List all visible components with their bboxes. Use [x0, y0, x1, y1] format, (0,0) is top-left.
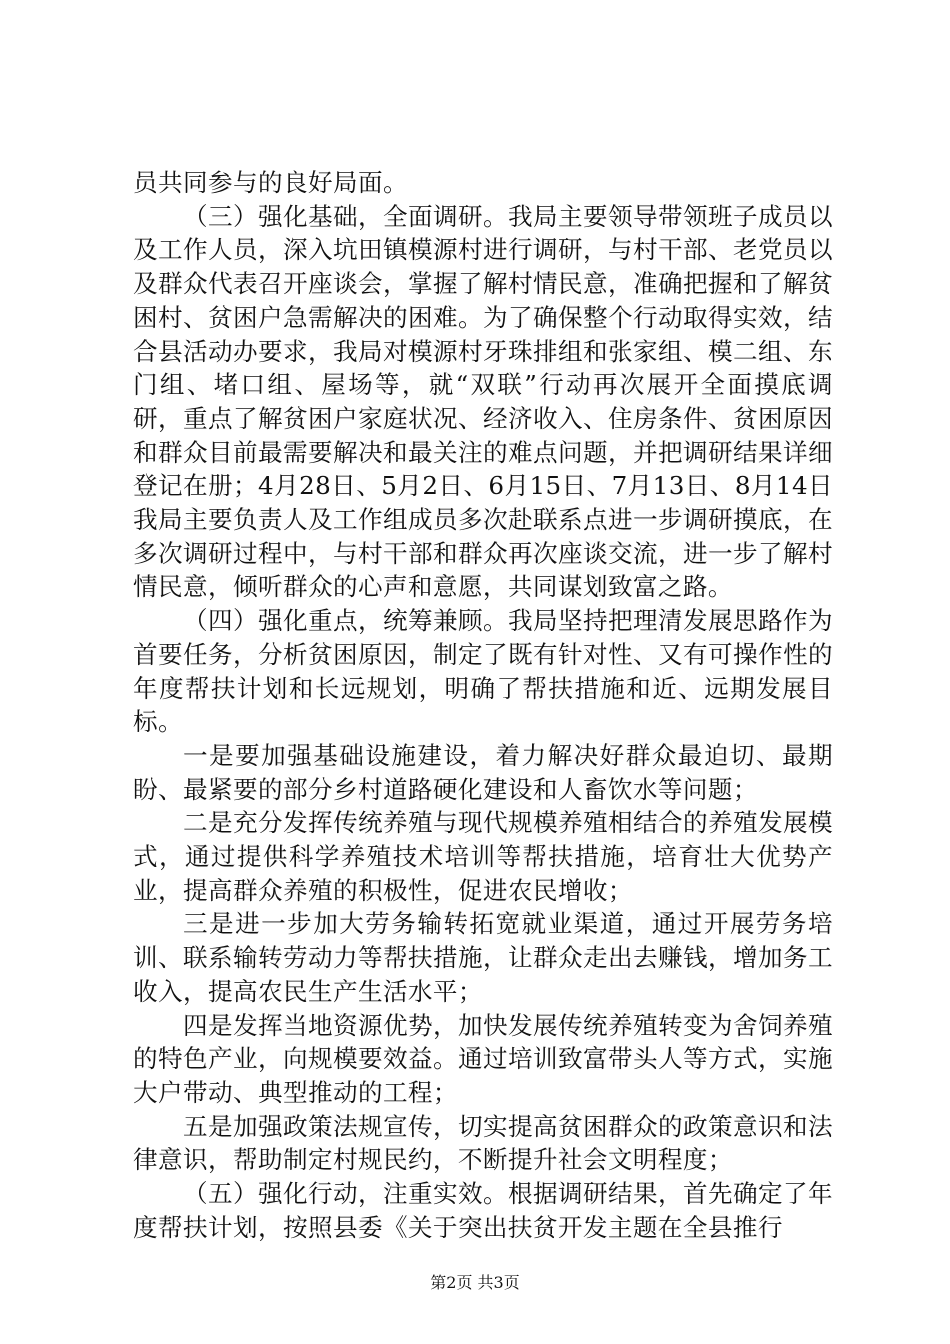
paragraph-item-three: 三是进一步加大劳务输转拓宽就业渠道，通过开展劳务培训、联系输转劳动力等帮扶措施，让群众走出去赚钱，增加务工收入，提高农民生产生活水平； [133, 909, 833, 1006]
document-body [133, 166, 833, 1245]
page-number-footer: 第2页 共3页 [430, 1273, 520, 1292]
paragraph-item-four: 四是发挥当地资源优势，加快发展传统养殖转变为舍饲养殖的特色产业，向规模要效益。通过培训致富带头人等方式，实施大户带动、典型推动的工程； [133, 1010, 833, 1107]
paragraph-item-five: 五是加强政策法规宣传，切实提高贫困群众的政策意识和法律意识，帮助制定村规民约，不断提升社会文明程度； [133, 1111, 833, 1175]
paragraph-continuation: 员共同参与的良好局面。 [133, 168, 408, 197]
paragraph-section-three: （三）强化基础，全面调研。我局主要领导带领班子成员以及工作人员，深入坑田镇模源村进行调研，与村干部、老党员以及群众代表召开座谈会，掌握了解村情民意，准确把握和了解贫困村、贫困户急需解决的困难。为了确保整个行动取得实效，结合县活动办要求，我局对模源村牙珠排组和张家组、模二组、东门组、堵口组、屋场等，就“双联”行动再次展开全面摸底调研，重点了解贫困户家庭状况、经济收入、住房条件、贫困原因和群众目前最需要解决和最关注的难点问题，并把调研结果详细登记在册；4月28日、5月2日、6月15日、7月13日、8月14日我局主要负责人及工作组成员多次赴联系点进一步调研摸底，在多次调研过程中，与村干部和群众再次座谈交流，进一步了解村情民意，倾听群众的心声和意愿，共同谋划致富之路。 [133, 201, 833, 602]
paragraph-item-two: 二是充分发挥传统养殖与现代规模养殖相结合的养殖发展模式，通过提供科学养殖技术培训等帮扶措施，培育壮大优势产业，提高群众养殖的积极性，促进农民增收； [133, 808, 833, 905]
paragraph-item-one: 一是要加强基础设施建设，着力解决好群众最迫切、最期盼、最紧要的部分乡村道路硬化建设和人畜饮水等问题； [133, 740, 833, 804]
paragraph-section-five: （五）强化行动，注重实效。根据调研结果，首先确定了年度帮扶计划，按照县委《关于突出扶贫开发主题在全县推行 [133, 1179, 833, 1242]
paragraph-section-four: （四）强化重点，统筹兼顾。我局坚持把理清发展思路作为首要任务，分析贫困原因，制定了既有针对性、又有可操作性的年度帮扶计划和长远规划，明确了帮扶措施和近、远期发展目标。 [133, 606, 833, 737]
